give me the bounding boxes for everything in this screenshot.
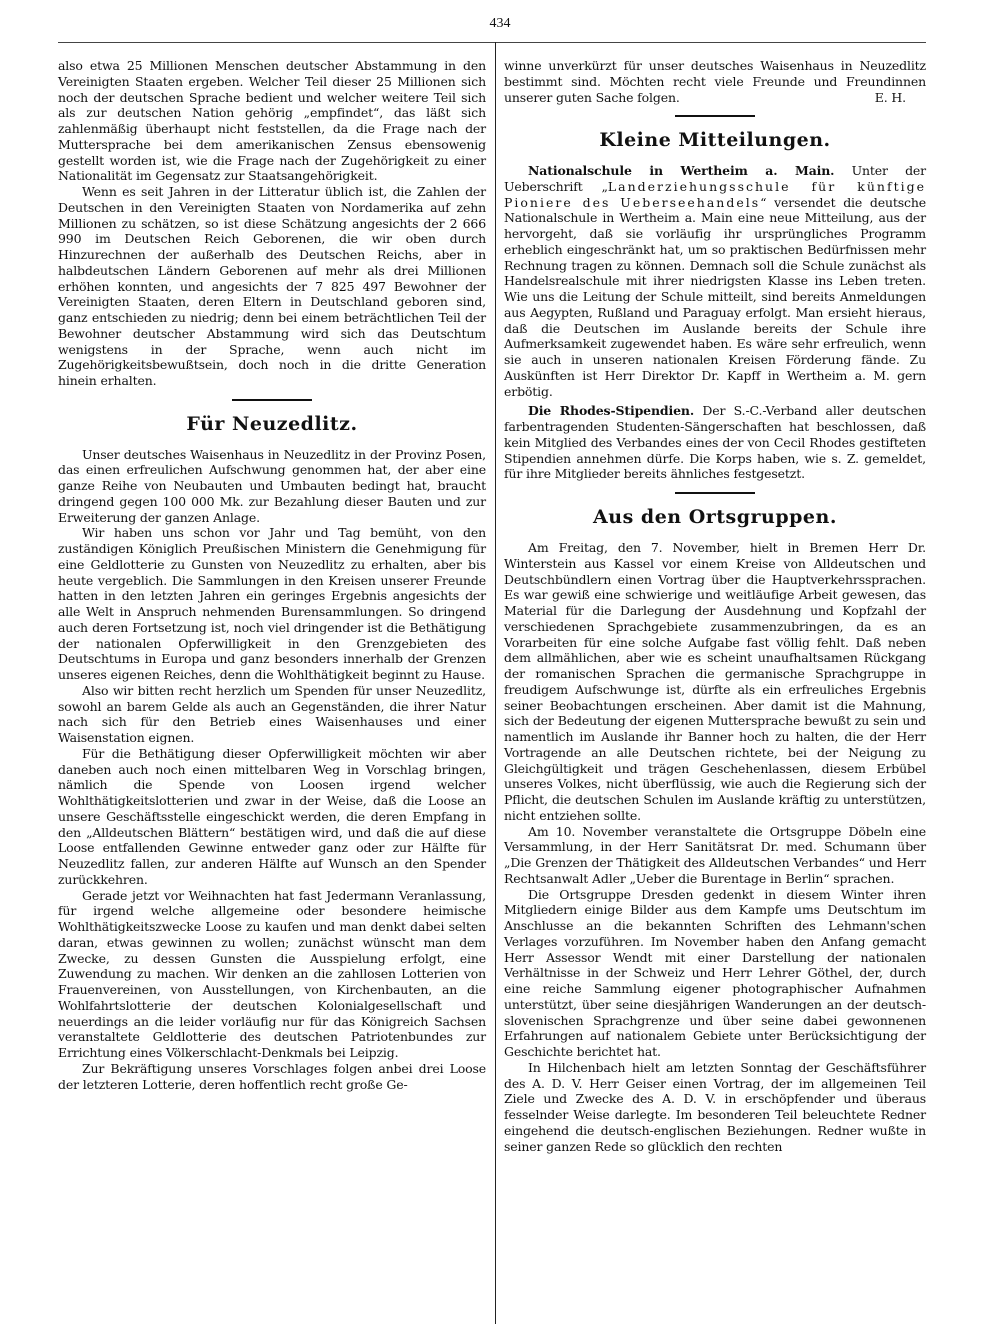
- paragraph: [504, 403, 926, 482]
- paragraph: Am 10. November veranstaltete die Ortsgruppe Döbeln eine Versammlung, in der Herr Sanitätsrat Dr. med. Schumann über „Die Grenzen der Thätigkeit des Alldeutschen Verbandes“ und Herr Rechtsanwalt Adler „Ueber die Burentage in Berlin“ sprachen.: [504, 823, 926, 886]
- paragraph: Gerade jetzt vor Weihnachten hat fast Jedermann Veranlassung, für irgend welche allgemeine oder besondere heimische Wohlthätigkeitszwecke Loose zu kaufen und man denkt dabei selten daran, etwas gewinnen zu wollen; zunächst wünscht man dem Zwecke, zu dessen Gunsten die Ausspielung erfolgt, eine Zuwendung zu machen. Wir denken an die zahllosen Lotterien von Frauenvereinen, von Ausstellungen, von Kirchenbauten, an die Wohlfahrtslotterie der deutschen Kolonialgesellschaft und neuerdings an die leider vorläufig nur für das Königreich Sachsen veranstaltete Geldlotterie des deutschen Patriotenbundes zur Errichtung eines Völkerschlacht-Denkmals bei Leipzig.: [58, 887, 486, 1061]
- section-heading-neuzedlitz: Für Neuzedlitz.: [186, 412, 358, 435]
- paragraph: [504, 58, 926, 105]
- paragraph: Für die Bethätigung dieser Opferwilligkeit möchten wir aber daneben auch noch einen mittelbaren Weg in Vorschlag bringen, nämlich die Spende von Loosen irgend welcher Wohlthätigkeitslotterien und zwar in der Weise, daß die Loose an unsere Geschäftsstelle eingeschickt werden, die deren Empfang in den „Alldeutschen Blättern“ bestätigen wird, und daß die auf diese Loose entfallenden Gewinne entweder ganz oder zur Hälfte für Neuzedlitz fallen, zur anderen Hälfte auf Wunsch an den Spender zurückkehren.: [58, 745, 486, 887]
- paragraph: Wir haben uns schon vor Jahr und Tag bemüht, von den zuständigen Königlich Preußischen Ministern die Genehmigung für eine Geldlotterie zu Gunsten von Neuzedlitz zu erhalten, aber bis heute vergeblich. Die Sammlungen in den Kreisen unserer Freunde hatten in den letzten Jahren ein geringes Ergebnis angesichts der alle Welt in Anspruch nehmenden Burensammlungen. So dringend auch deren Fortsetzung ist, noch viel dringender ist die Bethätigung der nationalen Opferwilligkeit in den Grenzgebieten des Deutschtums in Europa und ganz besonders innerhalb der Grenzen unseres eigenen Reiches, denn die Wohlthätigkeit beginnt zu Hause.: [58, 525, 486, 683]
- paragraph: Zur Bekräftigung unseres Vorschlages folgen anbei drei Loose der letzteren Lotterie, deren hoffentlich recht große Ge-: [58, 1060, 486, 1092]
- section-heading-kleine-mitteilungen: Kleine Mitteilungen.: [599, 129, 831, 152]
- paragraph: Wenn es seit Jahren in der Litteratur üblich ist, die Zahlen der Deutschen in den Vereinigten Staaten von Nordamerika auf zehn Millionen zu schätzen, so ist diese Schätzung angesichts der 2 666 990 im Deutschen Reich Geborenen, die wir oben durch Hinzurechnen der außerhalb des Deutschen Reichs, aber in halbdeutschen Ländern Geborenen auf mehr als drei Millionen erhöhen konnten, und angesichts der 7 825 497 Bewohner der Vereinigten Staaten, deren Eltern in Deutschland geboren sind, ganz entschieden zu niedrig; denn bei einem beträchtlichen Teil der Bewohner deutscher Abstammung wird sich das Deutschtum wenigstens in der Sprache, wenn auch nicht im Zugehörigkeitsbewußtsein, doch noch in die dritte Generation hinein erhalten.: [58, 184, 486, 388]
- left-column: [58, 58, 486, 1092]
- right-column: [504, 58, 926, 1154]
- paragraph: In Hilchenbach hielt am letzten Sonntag der Geschäftsführer des A. D. V. Herr Geiser einen Vortrag, der im allgemeinen Teil Ziele und Zwecke des A. D. V. in erschöpfender und überaus fesselnder Weise darlegte. Im besonderen Teil beleuchtete Redner eingehend die deutsch-englischen Beziehungen. Redner wußte in seiner ganzen Rede so glücklich den rechten: [504, 1059, 926, 1154]
- section-divider: [675, 115, 755, 117]
- paragraph-text: Unter der Ueberschrift „: [504, 163, 927, 194]
- paragraph: Also wir bitten recht herzlich um Spenden für unser Neuzedlitz, sowohl an barem Gelde als auch an Gegenständen, die ihrer Natur nach sich für den Betrieb eines Waisenhauses und einer Waisenstation eignen.: [58, 682, 486, 746]
- page-number: 434: [489, 16, 511, 31]
- emphasized-title: Landerziehungsschule für künftige Pioniere des Ueberseehandels: [504, 178, 926, 210]
- paragraph-text: winne unverkürzt für unser deutsches Waisenhaus in Neuzedlitz bestimmt sind. Möchten recht viele Freunde und Freundinnen unserer guten Sache folgen.: [504, 58, 926, 105]
- section-divider: [675, 492, 755, 494]
- item-lead: Nationalschule in Wertheim a. Main.: [528, 163, 835, 179]
- paragraph-text: “ versendet die deutsche Nationalschule in Wertheim a. Main eine neue Mitteilung, aus der hervorgeht, daß sie vorläufig ihr ursprüngliches Programm erheblich eingeschränkt hat, um so praktischen Bedürfnissen mehr Rechnung tragen zu können. Demnach soll die Schule zunächst als Handelsrealschule mit ihrer niedrigsten Klasse ins Leben treten. Wie uns die Leitung der Schule mitteilt, sind bereits Anmeldungen aus Aegypten, Rußland und Paraguay erfolgt. Man ersieht hieraus, daß die Deutschen im Auslande bereits der Schule ihre Aufmerksamkeit zugewendet haben. Es wäre sehr erfreulich, wenn sie auch in unseren nationalen Kreisen Förderung fände. Zu Auskünften ist Herr Direktor Dr. Kapff in Wertheim a. M. gern erbötig.: [504, 194, 926, 399]
- header-rule: [58, 42, 926, 43]
- section-divider: [232, 399, 312, 401]
- signature: E. H.: [874, 89, 906, 105]
- paragraph-text: Der S.-C.-Verband aller deutschen farbentragenden Studenten-Sängerschaften hat beschlossen, daß kein Mitglied des Verbandes eines der von Cecil Rhodes gestifteten Stipendien annehmen dürfe. Die Korps haben, wie s. Z. gemeldet, für ihre Mitglieder bereits ähnliches festgesetzt.: [504, 403, 926, 482]
- column-divider: [495, 42, 496, 1324]
- paragraph: Die Ortsgruppe Dresden gedenkt in diesem Winter ihren Mitgliedern einige Bilder aus dem Kampfe ums Deutschtum im Anschlusse an die bekannten Schriften des Lehmann'schen Verlages vorzuführen. Im November haben den Anfang gemacht Herr Assessor Wendt mit einer Darstellung der nationalen Verhältnisse in der Schweiz und Herr Lehrer Göthel, der, durch eine reiche Sammlung eigener photographischer Aufnahmen unterstützt, über seine diesjährigen Wanderungen an der deutsch-slovenischen Sprachgrenze und über seine dabei gewonnenen Erfahrungen auf nationalem Gebiete unter Berücksichtigung der Geschichte berichtet hat.: [504, 886, 926, 1060]
- paragraph: [504, 163, 926, 399]
- paragraph: also etwa 25 Millionen Menschen deutscher Abstammung in den Vereinigten Staaten ergeben. Welcher Teil dieser 25 Millionen sich noch der deutschen Sprache bedient und welcher weitere Teil sich als zur deutschen Nation gehörig „empfindet“, das läßt sich zahlenmäßig überhaupt nicht feststellen, da die Frage nach der Muttersprache bei dem amerikanischen Zensus ebensowenig gestellt worden ist, wie die Frage nach der Zugehörigkeit zu einer Nationalität im Gegensatz zur Staatsangehörigkeit.: [58, 58, 486, 184]
- section-heading-ortsgruppen: Aus den Ortsgruppen.: [593, 506, 837, 529]
- paragraph: Am Freitag, den 7. November, hielt in Bremen Herr Dr. Winterstein aus Kassel vor einem Kreise von Alldeutschen und Deutschbündlern einen Vortrag über die Hauptverkehrssprachen. Es war gewiß eine schwierige und weitläufige Arbeit gewesen, das Material für die Darlegung der Ausdehnung und Kopfzahl der verschiedenen Sprachgebiete zusammenzubringen, da es an Vorarbeiten für eine solche Aufgabe fast völlig fehlt. Daß neben dem allmählichen, aber wie es scheint unaufhaltsamen Rückgang der romanischen Sprachen die germanische Sprachgruppe in freudigem Aufschwunge ist, dürfte als ein erfreuliches Ergebnis seiner Beobachtungen erscheinen. Aber damit ist die Mahnung, sich der Bedeutung der eigenen Muttersprache bewußt zu sein und namentlich im Auslande ihr Banner hoch zu halten, die der Herr Vortragende an alle Deutschen richtete, bei der Neigung zu Gleichgültigkeit und trägen Geschehenlassen, diesem Erbübel unseres Volkes, nicht überflüssig, wie auch die Regierung sich der Pflicht, die deutschen Schulen im Auslande kräftig zu unterstützen, nicht entziehen sollte.: [504, 540, 926, 823]
- paragraph: Unser deutsches Waisenhaus in Neuzedlitz in der Provinz Posen, das einen erfreulichen Aufschwung genommen hat, der aber eine ganze Reihe von Neubauten und Umbauten bedingt hat, braucht dringend gegen 100 000 Mk. zur Bezahlung dieser Bauten und zur Erweiterung der ganzen Anlage.: [58, 446, 486, 525]
- item-lead: Die Rhodes-Stipendien.: [528, 403, 695, 419]
